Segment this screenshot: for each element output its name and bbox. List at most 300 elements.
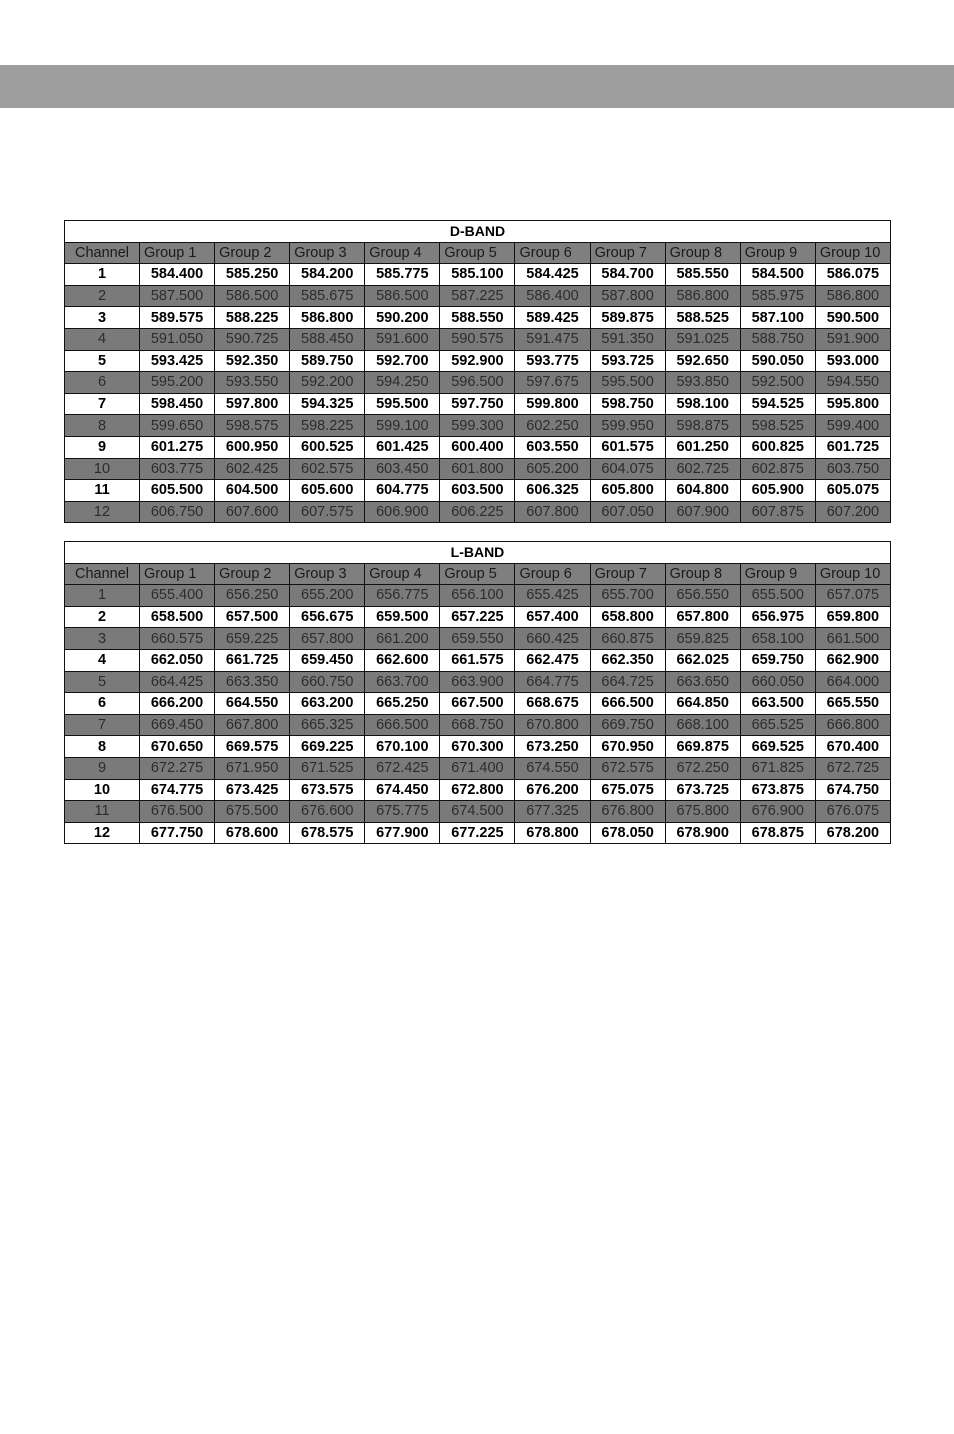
- frequency-cell: 607.875: [740, 501, 815, 523]
- frequency-cell: 586.400: [515, 285, 590, 307]
- column-header-group-8: Group 8: [665, 563, 740, 585]
- frequency-cell: 665.525: [740, 714, 815, 736]
- frequency-cell: 585.775: [365, 264, 440, 286]
- frequency-cell: 664.425: [140, 671, 215, 693]
- frequency-cell: 672.275: [140, 757, 215, 779]
- table-row: [65, 285, 891, 307]
- frequency-cell: 656.775: [365, 585, 440, 607]
- column-header-group-4: Group 4: [365, 563, 440, 585]
- frequency-cell: 668.675: [515, 693, 590, 715]
- table-title: D-BAND: [65, 221, 891, 243]
- channel-cell: 8: [65, 415, 140, 437]
- frequency-cell: 599.300: [440, 415, 515, 437]
- table-row: [65, 350, 891, 372]
- frequency-cell: 659.450: [290, 649, 365, 671]
- table-row: [65, 628, 891, 650]
- channel-cell: 1: [65, 585, 140, 607]
- frequency-cell: 670.300: [440, 736, 515, 758]
- frequency-cell: 585.975: [740, 285, 815, 307]
- channel-cell: 8: [65, 736, 140, 758]
- frequency-cell: 604.500: [215, 480, 290, 502]
- table-row: [65, 458, 891, 480]
- channel-cell: 2: [65, 606, 140, 628]
- frequency-cell: 674.500: [440, 801, 515, 823]
- table-row: [65, 480, 891, 502]
- channel-cell: 3: [65, 307, 140, 329]
- frequency-cell: 669.875: [665, 736, 740, 758]
- frequency-cell: 588.225: [215, 307, 290, 329]
- frequency-cell: 605.800: [590, 480, 665, 502]
- frequency-cell: 660.425: [515, 628, 590, 650]
- frequency-cell: 593.850: [665, 372, 740, 394]
- frequency-cell: 656.550: [665, 585, 740, 607]
- frequency-cell: 665.250: [365, 693, 440, 715]
- frequency-cell: 662.600: [365, 649, 440, 671]
- frequency-cell: 602.875: [740, 458, 815, 480]
- column-header-group-7: Group 7: [590, 242, 665, 264]
- frequency-cell: 598.450: [140, 393, 215, 415]
- frequency-cell: 592.200: [290, 372, 365, 394]
- frequency-cell: 676.600: [290, 801, 365, 823]
- table-row: [65, 501, 891, 523]
- frequency-cell: 595.200: [140, 372, 215, 394]
- frequency-cell: 586.800: [290, 307, 365, 329]
- frequency-cell: 655.425: [515, 585, 590, 607]
- frequency-cell: 666.500: [365, 714, 440, 736]
- frequency-cell: 678.875: [740, 822, 815, 844]
- frequency-cell: 586.800: [665, 285, 740, 307]
- frequency-cell: 664.725: [590, 671, 665, 693]
- frequency-cell: 661.500: [815, 628, 890, 650]
- frequency-cell: 593.425: [140, 350, 215, 372]
- frequency-cell: 666.200: [140, 693, 215, 715]
- table-title: L-BAND: [65, 542, 891, 564]
- channel-cell: 1: [65, 264, 140, 286]
- frequency-cell: 676.800: [590, 801, 665, 823]
- frequency-cell: 671.525: [290, 757, 365, 779]
- frequency-cell: 669.450: [140, 714, 215, 736]
- frequency-cell: 665.325: [290, 714, 365, 736]
- frequency-cell: 662.025: [665, 649, 740, 671]
- frequency-cell: 659.825: [665, 628, 740, 650]
- frequency-cell: 606.225: [440, 501, 515, 523]
- frequency-cell: 659.800: [815, 606, 890, 628]
- column-header-group-2: Group 2: [215, 563, 290, 585]
- frequency-cell: 586.500: [365, 285, 440, 307]
- frequency-cell: 663.650: [665, 671, 740, 693]
- channel-cell: 11: [65, 801, 140, 823]
- frequency-cell: 607.200: [815, 501, 890, 523]
- frequency-cell: 597.675: [515, 372, 590, 394]
- frequency-cell: 591.050: [140, 328, 215, 350]
- table-body: [65, 264, 891, 523]
- frequency-cell: 666.800: [815, 714, 890, 736]
- frequency-cell: 672.575: [590, 757, 665, 779]
- frequency-cell: 603.775: [140, 458, 215, 480]
- column-header-group-7: Group 7: [590, 563, 665, 585]
- frequency-cell: 586.500: [215, 285, 290, 307]
- frequency-cell: 590.575: [440, 328, 515, 350]
- table-row: [65, 606, 891, 628]
- frequency-cell: 677.750: [140, 822, 215, 844]
- frequency-cell: 660.875: [590, 628, 665, 650]
- frequency-cell: 669.750: [590, 714, 665, 736]
- frequency-cell: 670.100: [365, 736, 440, 758]
- column-header-row: [65, 242, 891, 264]
- frequency-cell: 678.900: [665, 822, 740, 844]
- frequency-cell: 585.250: [215, 264, 290, 286]
- frequency-cell: 589.750: [290, 350, 365, 372]
- frequency-cell: 657.075: [815, 585, 890, 607]
- frequency-cell: 606.750: [140, 501, 215, 523]
- frequency-cell: 673.425: [215, 779, 290, 801]
- frequency-cell: 603.750: [815, 458, 890, 480]
- frequency-cell: 656.250: [215, 585, 290, 607]
- frequency-cell: 661.725: [215, 649, 290, 671]
- column-header-channel: Channel: [65, 563, 140, 585]
- frequency-cell: 585.550: [665, 264, 740, 286]
- table-row: [65, 307, 891, 329]
- frequency-cell: 659.550: [440, 628, 515, 650]
- channel-cell: 4: [65, 328, 140, 350]
- frequency-cell: 677.225: [440, 822, 515, 844]
- frequency-cell: 590.200: [365, 307, 440, 329]
- frequency-cell: 671.825: [740, 757, 815, 779]
- frequency-cell: 675.800: [665, 801, 740, 823]
- frequency-cell: 660.575: [140, 628, 215, 650]
- frequency-cell: 656.100: [440, 585, 515, 607]
- frequency-cell: 596.500: [440, 372, 515, 394]
- frequency-cell: 675.500: [215, 801, 290, 823]
- table-row: [65, 779, 891, 801]
- frequency-cell: 584.200: [290, 264, 365, 286]
- column-header-group-4: Group 4: [365, 242, 440, 264]
- frequency-cell: 594.325: [290, 393, 365, 415]
- frequency-cell: 660.050: [740, 671, 815, 693]
- frequency-cell: 606.325: [515, 480, 590, 502]
- frequency-cell: 670.650: [140, 736, 215, 758]
- column-header-channel: Channel: [65, 242, 140, 264]
- frequency-cell: 602.725: [665, 458, 740, 480]
- frequency-cell: 594.250: [365, 372, 440, 394]
- frequency-cell: 599.800: [515, 393, 590, 415]
- frequency-cell: 672.800: [440, 779, 515, 801]
- frequency-cell: 657.225: [440, 606, 515, 628]
- frequency-cell: 588.550: [440, 307, 515, 329]
- frequency-cell: 674.750: [815, 779, 890, 801]
- column-header-group-3: Group 3: [290, 563, 365, 585]
- column-header-group-2: Group 2: [215, 242, 290, 264]
- frequency-cell: 587.500: [140, 285, 215, 307]
- frequency-cell: 673.875: [740, 779, 815, 801]
- frequency-cell: 605.600: [290, 480, 365, 502]
- frequency-cell: 592.350: [215, 350, 290, 372]
- frequency-cell: 593.775: [515, 350, 590, 372]
- frequency-cell: 605.500: [140, 480, 215, 502]
- frequency-cell: 594.550: [815, 372, 890, 394]
- frequency-cell: 595.800: [815, 393, 890, 415]
- frequency-cell: 664.550: [215, 693, 290, 715]
- frequency-cell: 678.800: [515, 822, 590, 844]
- frequency-cell: 598.875: [665, 415, 740, 437]
- frequency-cell: 589.875: [590, 307, 665, 329]
- frequency-cell: 661.575: [440, 649, 515, 671]
- channel-cell: 12: [65, 822, 140, 844]
- frequency-cell: 659.500: [365, 606, 440, 628]
- frequency-cell: 662.900: [815, 649, 890, 671]
- frequency-cell: 588.750: [740, 328, 815, 350]
- frequency-cell: 587.225: [440, 285, 515, 307]
- frequency-cell: 599.100: [365, 415, 440, 437]
- frequency-cell: 669.225: [290, 736, 365, 758]
- frequency-cell: 597.800: [215, 393, 290, 415]
- table-body: [65, 585, 891, 844]
- frequency-cell: 663.900: [440, 671, 515, 693]
- frequency-cell: 675.775: [365, 801, 440, 823]
- table-row: [65, 436, 891, 458]
- frequency-cell: 671.400: [440, 757, 515, 779]
- frequency-cell: 598.750: [590, 393, 665, 415]
- column-header-group-1: Group 1: [140, 563, 215, 585]
- column-header-group-5: Group 5: [440, 563, 515, 585]
- channel-cell: 10: [65, 458, 140, 480]
- frequency-cell: 669.525: [740, 736, 815, 758]
- frequency-cell: 658.500: [140, 606, 215, 628]
- frequency-cell: 676.900: [740, 801, 815, 823]
- table-row: [65, 801, 891, 823]
- column-header-row: [65, 563, 891, 585]
- column-header-group-3: Group 3: [290, 242, 365, 264]
- frequency-cell: 598.225: [290, 415, 365, 437]
- frequency-cell: 674.450: [365, 779, 440, 801]
- frequency-cell: 678.050: [590, 822, 665, 844]
- channel-cell: 12: [65, 501, 140, 523]
- frequency-cell: 657.500: [215, 606, 290, 628]
- frequency-cell: 663.200: [290, 693, 365, 715]
- frequency-cell: 585.675: [290, 285, 365, 307]
- frequency-cell: 600.525: [290, 436, 365, 458]
- frequency-cell: 668.100: [665, 714, 740, 736]
- table-row: [65, 714, 891, 736]
- frequency-cell: 601.275: [140, 436, 215, 458]
- frequency-cell: 667.500: [440, 693, 515, 715]
- column-header-group-6: Group 6: [515, 563, 590, 585]
- table-row: [65, 671, 891, 693]
- frequency-cell: 658.100: [740, 628, 815, 650]
- table-row: [65, 393, 891, 415]
- channel-cell: 3: [65, 628, 140, 650]
- frequency-cell: 663.500: [740, 693, 815, 715]
- frequency-cell: 584.400: [140, 264, 215, 286]
- frequency-cell: 590.725: [215, 328, 290, 350]
- frequency-cell: 604.775: [365, 480, 440, 502]
- column-header-group-9: Group 9: [740, 563, 815, 585]
- frequency-cell: 655.500: [740, 585, 815, 607]
- channel-cell: 11: [65, 480, 140, 502]
- frequency-cell: 662.050: [140, 649, 215, 671]
- frequency-cell: 592.500: [740, 372, 815, 394]
- frequency-cell: 592.900: [440, 350, 515, 372]
- frequency-cell: 593.725: [590, 350, 665, 372]
- channel-cell: 5: [65, 350, 140, 372]
- frequency-cell: 678.200: [815, 822, 890, 844]
- frequency-cell: 673.250: [515, 736, 590, 758]
- frequency-cell: 659.750: [740, 649, 815, 671]
- frequency-cell: 595.500: [590, 372, 665, 394]
- frequency-cell: 585.100: [440, 264, 515, 286]
- frequency-cell: 599.650: [140, 415, 215, 437]
- frequency-cell: 584.425: [515, 264, 590, 286]
- frequency-cell: 600.400: [440, 436, 515, 458]
- column-header-group-8: Group 8: [665, 242, 740, 264]
- frequency-cell: 667.800: [215, 714, 290, 736]
- channel-cell: 9: [65, 757, 140, 779]
- frequency-cell: 676.500: [140, 801, 215, 823]
- frequency-cell: 670.950: [590, 736, 665, 758]
- frequency-cell: 587.800: [590, 285, 665, 307]
- frequency-cell: 601.425: [365, 436, 440, 458]
- frequency-cell: 676.075: [815, 801, 890, 823]
- frequency-cell: 599.400: [815, 415, 890, 437]
- frequency-cell: 601.725: [815, 436, 890, 458]
- column-header-group-5: Group 5: [440, 242, 515, 264]
- frequency-cell: 599.950: [590, 415, 665, 437]
- frequency-cell: 673.575: [290, 779, 365, 801]
- frequency-cell: 605.075: [815, 480, 890, 502]
- frequency-cell: 662.475: [515, 649, 590, 671]
- frequency-cell: 607.900: [665, 501, 740, 523]
- frequency-cell: 664.850: [665, 693, 740, 715]
- frequency-cell: 593.550: [215, 372, 290, 394]
- frequency-cell: 590.050: [740, 350, 815, 372]
- table-row: [65, 328, 891, 350]
- channel-cell: 9: [65, 436, 140, 458]
- frequency-cell: 601.250: [665, 436, 740, 458]
- frequency-cell: 657.800: [665, 606, 740, 628]
- frequency-cell: 588.450: [290, 328, 365, 350]
- frequency-cell: 674.550: [515, 757, 590, 779]
- frequency-cell: 598.100: [665, 393, 740, 415]
- channel-cell: 7: [65, 714, 140, 736]
- column-header-group-10: Group 10: [815, 563, 890, 585]
- table-row: [65, 822, 891, 844]
- frequency-cell: 662.350: [590, 649, 665, 671]
- frequency-cell: 664.000: [815, 671, 890, 693]
- frequency-cell: 678.600: [215, 822, 290, 844]
- frequency-cell: 605.200: [515, 458, 590, 480]
- frequency-cell: 602.575: [290, 458, 365, 480]
- channel-cell: 4: [65, 649, 140, 671]
- frequency-cell: 591.475: [515, 328, 590, 350]
- frequency-cell: 592.650: [665, 350, 740, 372]
- table-row: [65, 649, 891, 671]
- frequency-cell: 668.750: [440, 714, 515, 736]
- channel-cell: 10: [65, 779, 140, 801]
- table-row: [65, 757, 891, 779]
- frequency-cell: 659.225: [215, 628, 290, 650]
- frequency-cell: 601.800: [440, 458, 515, 480]
- frequency-cell: 593.000: [815, 350, 890, 372]
- frequency-cell: 602.425: [215, 458, 290, 480]
- frequency-cell: 591.900: [815, 328, 890, 350]
- table-row: [65, 415, 891, 437]
- frequency-cell: 592.700: [365, 350, 440, 372]
- table-row: [65, 585, 891, 607]
- table-row: [65, 736, 891, 758]
- channel-cell: 7: [65, 393, 140, 415]
- frequency-cell: 595.500: [365, 393, 440, 415]
- frequency-cell: 607.800: [515, 501, 590, 523]
- frequency-cell: 604.800: [665, 480, 740, 502]
- frequency-cell: 606.900: [365, 501, 440, 523]
- frequency-cell: 601.575: [590, 436, 665, 458]
- column-header-group-9: Group 9: [740, 242, 815, 264]
- frequency-cell: 656.975: [740, 606, 815, 628]
- frequency-cell: 672.425: [365, 757, 440, 779]
- frequency-cell: 656.675: [290, 606, 365, 628]
- frequency-cell: 607.600: [215, 501, 290, 523]
- frequency-cell: 586.800: [815, 285, 890, 307]
- frequency-cell: 589.425: [515, 307, 590, 329]
- frequency-cell: 607.050: [590, 501, 665, 523]
- frequency-cell: 600.950: [215, 436, 290, 458]
- frequency-cell: 598.525: [740, 415, 815, 437]
- frequency-cell: 671.950: [215, 757, 290, 779]
- d-band-table: [64, 220, 891, 523]
- table-row: [65, 264, 891, 286]
- header-bar: [0, 65, 954, 108]
- frequency-cell: 661.200: [365, 628, 440, 650]
- frequency-cell: 655.200: [290, 585, 365, 607]
- table-row: [65, 693, 891, 715]
- frequency-cell: 664.775: [515, 671, 590, 693]
- frequency-cell: 665.550: [815, 693, 890, 715]
- frequency-cell: 598.575: [215, 415, 290, 437]
- frequency-cell: 663.350: [215, 671, 290, 693]
- frequency-cell: 673.725: [665, 779, 740, 801]
- frequency-cell: 658.800: [590, 606, 665, 628]
- frequency-cell: 602.250: [515, 415, 590, 437]
- frequency-cell: 584.700: [590, 264, 665, 286]
- frequency-cell: 670.400: [815, 736, 890, 758]
- frequency-cell: 666.500: [590, 693, 665, 715]
- l-band-table: [64, 541, 891, 844]
- frequency-cell: 672.725: [815, 757, 890, 779]
- frequency-cell: 605.900: [740, 480, 815, 502]
- frequency-cell: 660.750: [290, 671, 365, 693]
- frequency-cell: 589.575: [140, 307, 215, 329]
- column-header-group-10: Group 10: [815, 242, 890, 264]
- frequency-cell: 678.575: [290, 822, 365, 844]
- frequency-cell: 591.025: [665, 328, 740, 350]
- frequency-cell: 603.450: [365, 458, 440, 480]
- frequency-cell: 670.800: [515, 714, 590, 736]
- frequency-cell: 672.250: [665, 757, 740, 779]
- channel-cell: 2: [65, 285, 140, 307]
- frequency-cell: 587.100: [740, 307, 815, 329]
- frequency-cell: 590.500: [815, 307, 890, 329]
- channel-cell: 6: [65, 372, 140, 394]
- frequency-cell: 675.075: [590, 779, 665, 801]
- frequency-cell: 607.575: [290, 501, 365, 523]
- channel-cell: 5: [65, 671, 140, 693]
- frequency-cell: 594.525: [740, 393, 815, 415]
- frequency-cell: 584.500: [740, 264, 815, 286]
- frequency-cell: 674.775: [140, 779, 215, 801]
- frequency-cell: 677.325: [515, 801, 590, 823]
- frequency-cell: 663.700: [365, 671, 440, 693]
- frequency-cell: 591.600: [365, 328, 440, 350]
